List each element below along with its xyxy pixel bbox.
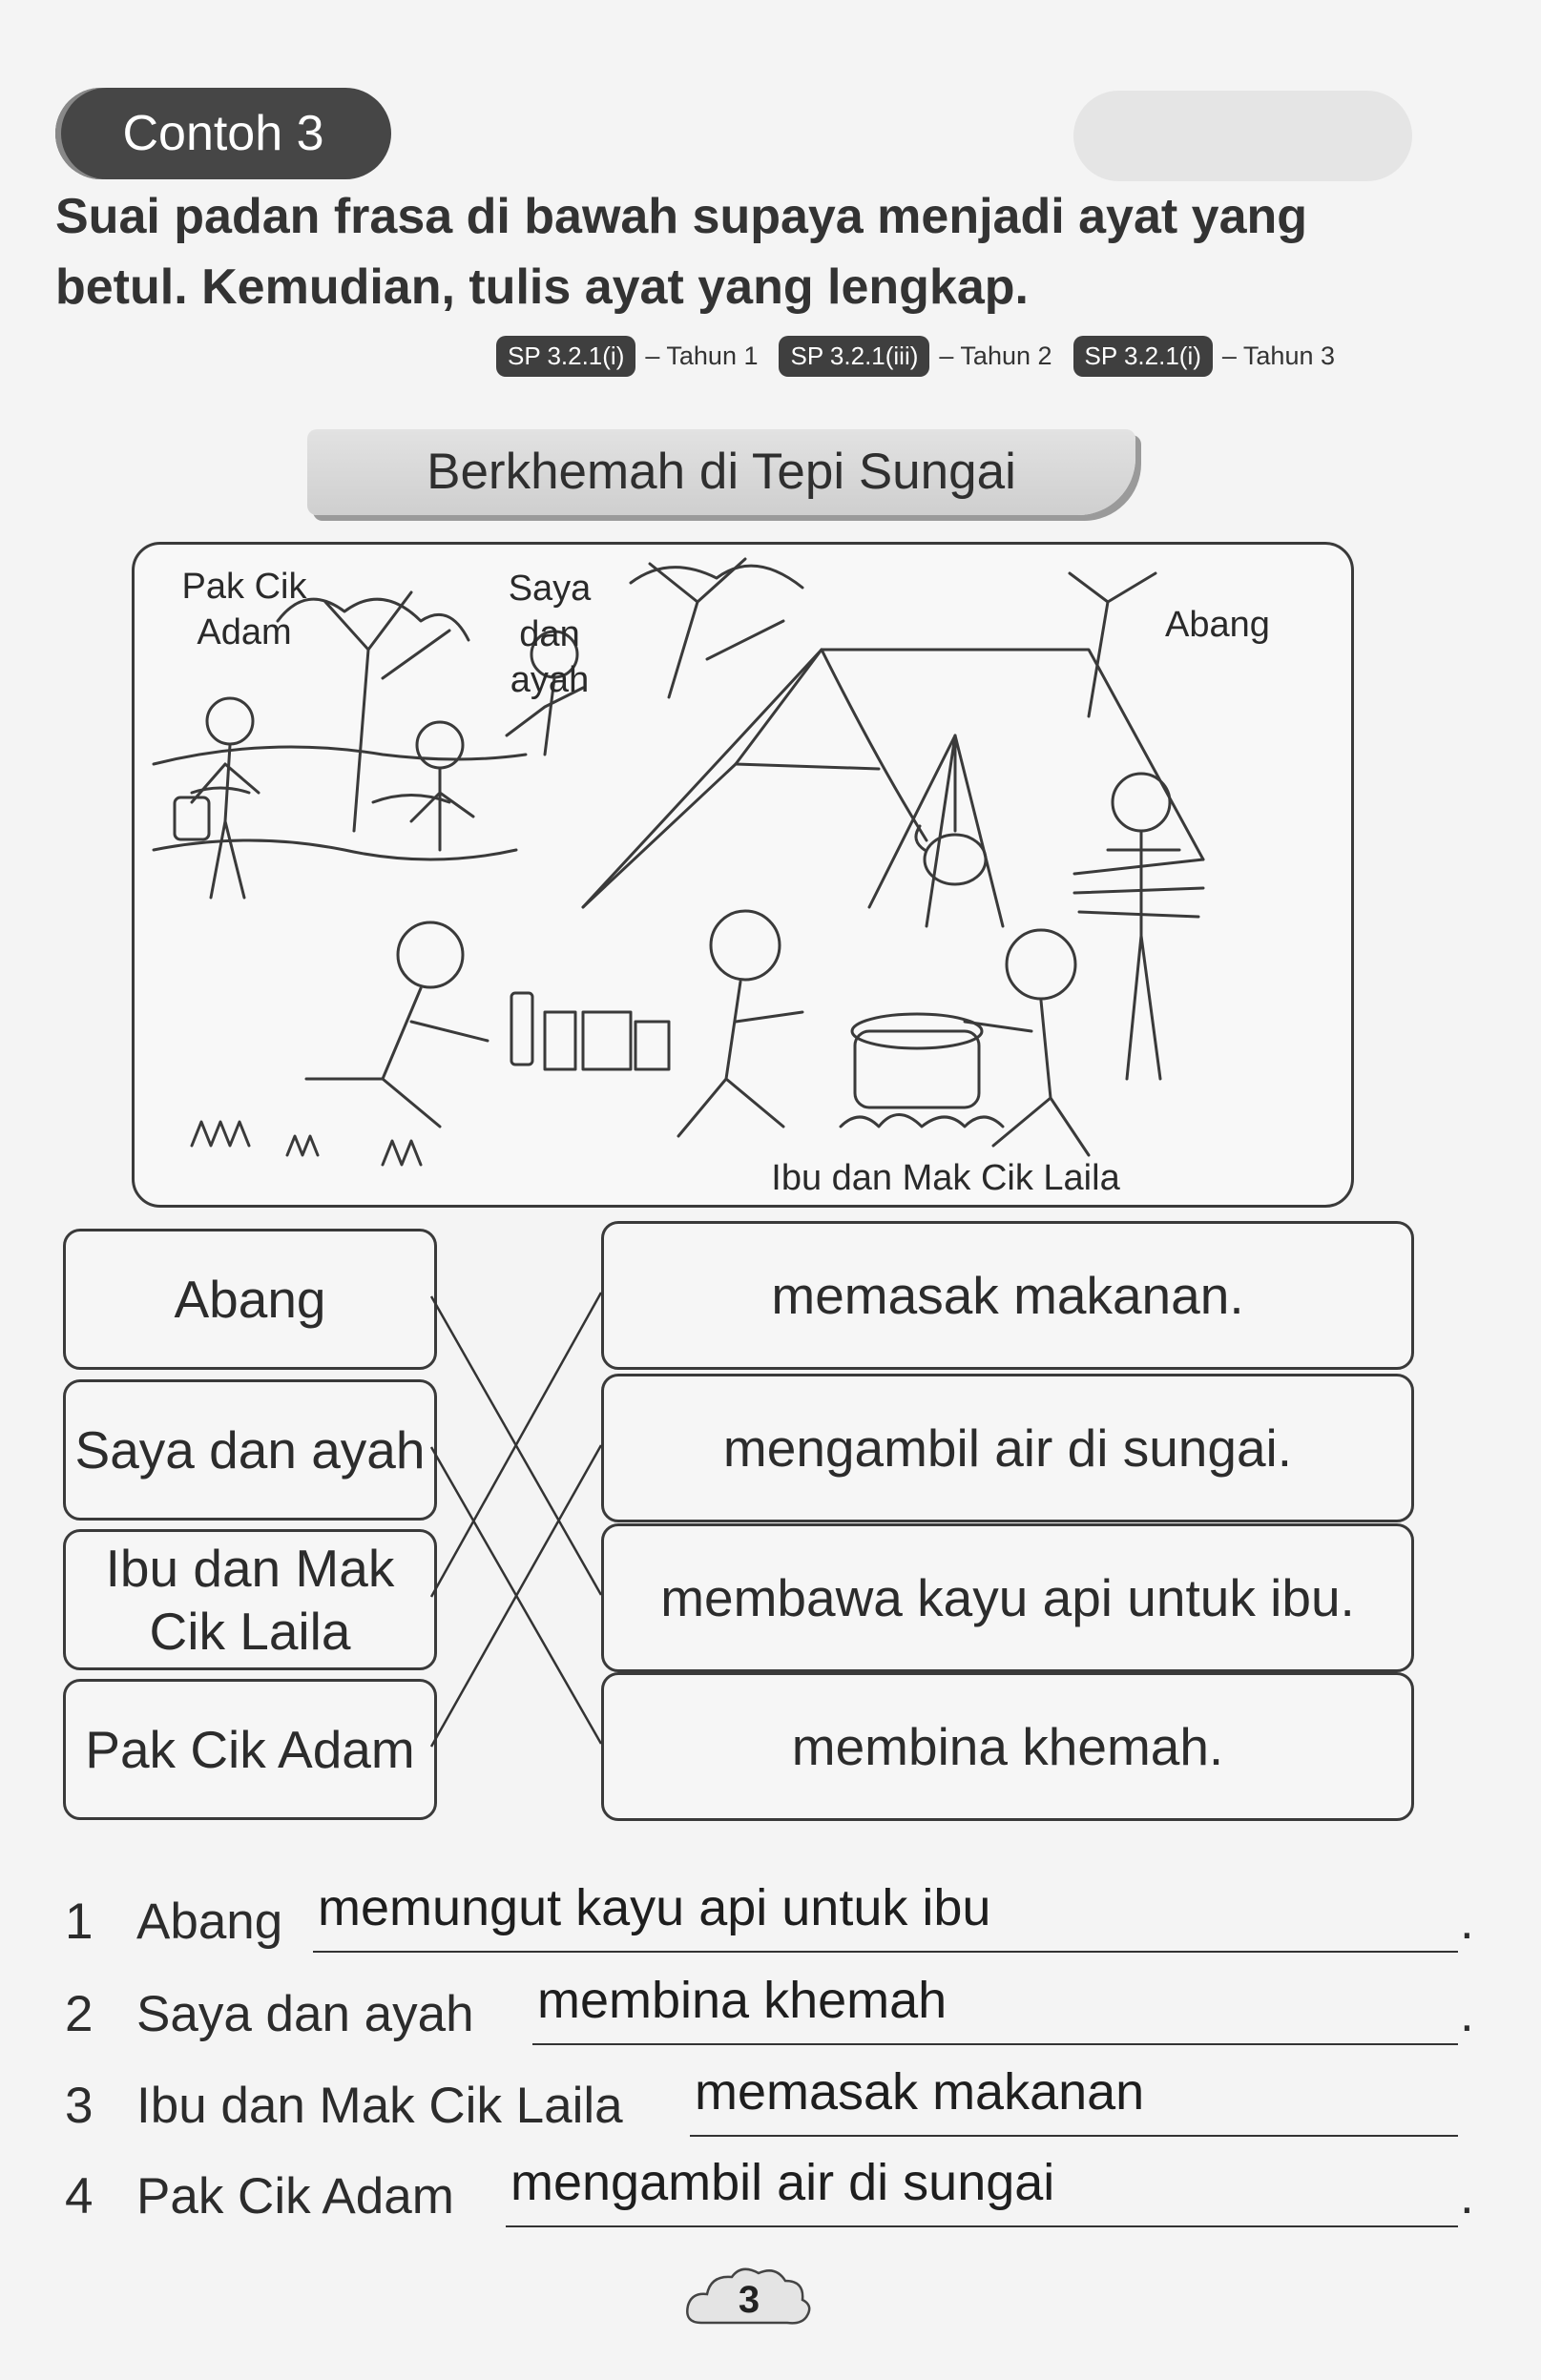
left-box-3[interactable]: Ibu dan Mak Cik Laila bbox=[63, 1529, 437, 1670]
right-box-4[interactable]: membina khemah. bbox=[601, 1672, 1414, 1821]
answer-line[interactable] bbox=[506, 2225, 1458, 2227]
answer-number: 2 bbox=[65, 1986, 94, 2042]
standard-year: – Tahun 3 bbox=[1221, 341, 1336, 370]
right-box-1[interactable]: memasak makanan. bbox=[601, 1221, 1414, 1370]
standard-year: – Tahun 1 bbox=[645, 341, 759, 370]
answer-prefix: Abang bbox=[136, 1894, 283, 1950]
period: . bbox=[1460, 2168, 1474, 2225]
handwritten-answer: memasak makanan bbox=[695, 2063, 1145, 2121]
period: . bbox=[1460, 1894, 1474, 1950]
answer-number: 4 bbox=[65, 2168, 94, 2225]
right-box-2[interactable]: mengambil air di sungai. bbox=[601, 1374, 1414, 1522]
label-pak-cik-adam: Pak Cik Adam bbox=[181, 567, 307, 652]
period: . bbox=[1460, 1986, 1474, 2042]
handwritten-answer: mengambil air di sungai bbox=[510, 2154, 1055, 2211]
answer-number: 3 bbox=[65, 2078, 94, 2134]
answer-line[interactable] bbox=[313, 1951, 1458, 1953]
scene-title: Berkhemah di Tepi Sungai bbox=[307, 429, 1135, 515]
right-box-3[interactable]: membawa kayu api untuk ibu. bbox=[601, 1523, 1414, 1672]
left-box-2[interactable]: Saya dan ayah bbox=[63, 1379, 437, 1521]
left-box-4[interactable]: Pak Cik Adam bbox=[63, 1679, 437, 1820]
answer-row-4 bbox=[65, 2154, 1474, 2235]
example-tag: Contoh 3 bbox=[55, 88, 391, 179]
answer-row-2 bbox=[65, 1972, 1474, 2053]
answer-number: 1 bbox=[65, 1894, 94, 1950]
answer-row-1 bbox=[65, 1879, 1474, 1960]
answer-line[interactable] bbox=[690, 2135, 1458, 2137]
handwritten-answer: membina khemah bbox=[537, 1972, 948, 2029]
instruction-text: Suai padan frasa di bawah supaya menjadi ayat yang betul. Kemudian, tulis ayat yang lengkap. bbox=[55, 189, 1308, 315]
label-ibu-dan-mak-cik-laila: Ibu dan Mak Cik Laila bbox=[771, 1158, 1120, 1198]
answer-prefix: Saya dan ayah bbox=[136, 1986, 474, 2042]
answer-prefix: Pak Cik Adam bbox=[136, 2168, 454, 2225]
standard-badge: SP 3.2.1(iii) bbox=[779, 336, 929, 377]
label-abang: Abang bbox=[1165, 605, 1270, 645]
standard-badge: SP 3.2.1(i) bbox=[496, 336, 635, 377]
answer-line[interactable] bbox=[532, 2043, 1458, 2045]
handwritten-answer: memungut kayu api untuk ibu bbox=[318, 1879, 991, 1936]
label-saya-dan-ayah: Saya dan ayah bbox=[508, 569, 592, 700]
left-box-1[interactable]: Abang bbox=[63, 1229, 437, 1370]
answer-row-3 bbox=[65, 2063, 1420, 2144]
standard-year: – Tahun 2 bbox=[939, 341, 1052, 370]
page-number: 3 bbox=[738, 2279, 760, 2321]
standard-badge: SP 3.2.1(i) bbox=[1073, 336, 1213, 377]
answer-prefix: Ibu dan Mak Cik Laila bbox=[136, 2078, 623, 2134]
